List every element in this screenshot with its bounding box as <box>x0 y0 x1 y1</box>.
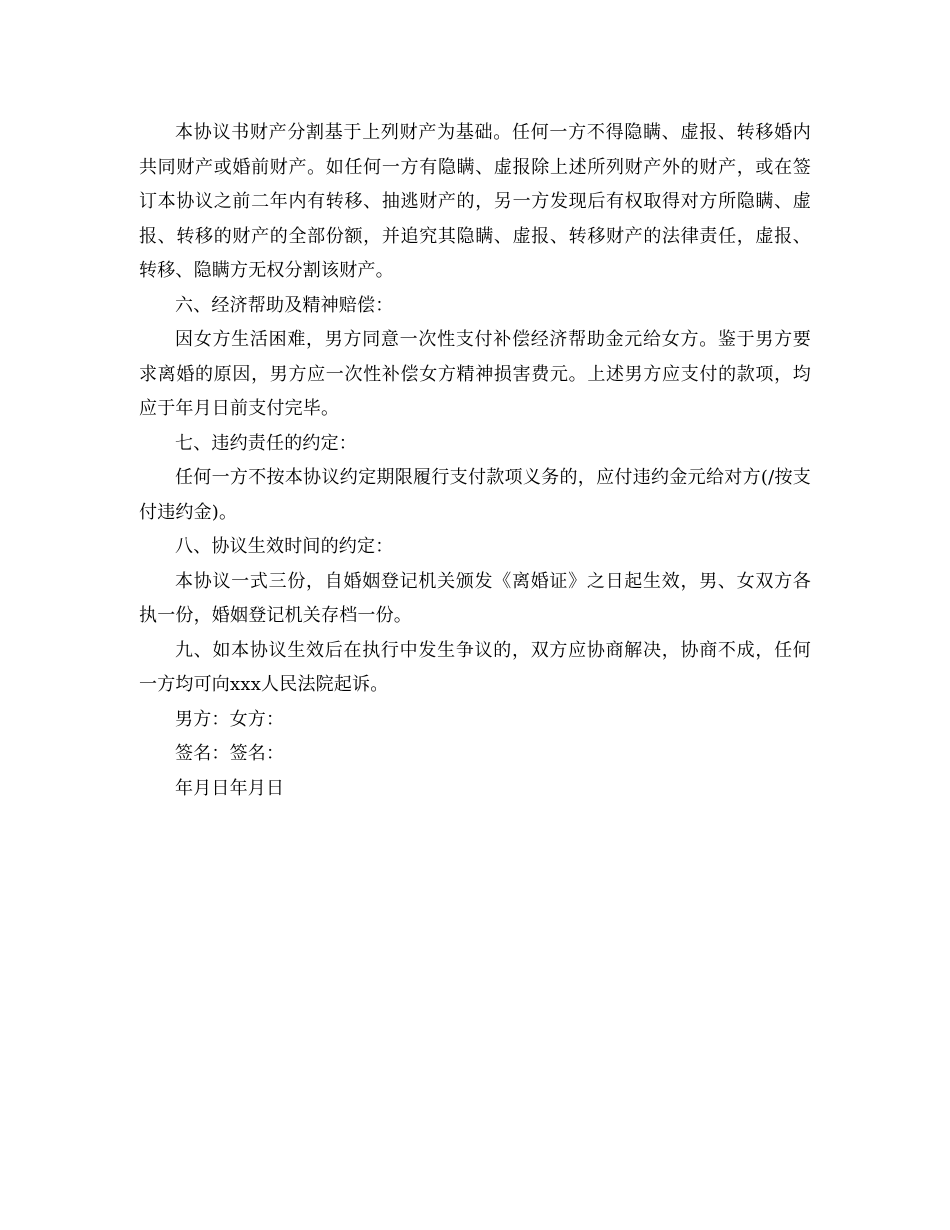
paragraph-economic-assistance: 因女方生活困难，男方同意一次性支付补偿经济帮助金元给女方。鉴于男方要求离婚的原因，男方应一次性补偿女方精神损害费元。上述男方应支付的款项，均应于年月日前支付完毕。 <box>139 329 811 419</box>
heading-economic-assistance: 六、经济帮助及精神赔偿： <box>175 294 394 316</box>
paragraph-property-division: 本协议书财产分割基于上列财产为基础。任何一方不得隐瞒、虚报、转移婚内共同财产或婚前财产。如任何一方有隐瞒、虚报除上述所列财产外的财产，或在签订本协议之前二年内有转移、抽逃财产的，另一方发现后有权取得对方所隐瞒、虚报、转移的财产的全部份额，并追究其隐瞒、虚报、转移财产的法律责任，虚报、转移、隐瞒方无权分割该财产。 <box>139 122 811 281</box>
date-line: 年月日年月日 <box>175 777 285 799</box>
heading-effective-time: 八、协议生效时间的约定： <box>175 536 394 557</box>
paragraph-dispute-resolution: 九、如本协议生效后在执行中发生争议的，双方应协商解决，协商不成，任何一方均可向xxx人民法院起诉。 <box>139 639 811 695</box>
heading-breach-liability: 七、违约责任的约定： <box>175 432 357 454</box>
signature-line: 签名：签名： <box>175 743 285 764</box>
party-line: 男方：女方： <box>175 708 285 730</box>
paragraph-breach-liability: 任何一方不按本协议约定期限履行支付款项义务的，应付违约金元给对方(/按支付违约金)。 <box>139 467 811 523</box>
paragraph-effective-time: 本协议一式三份，自婚姻登记机关颁发《离婚证》之日起生效，男、女双方各执一份，婚姻登记机关存档一份。 <box>139 570 811 626</box>
document-body <box>139 116 811 806</box>
